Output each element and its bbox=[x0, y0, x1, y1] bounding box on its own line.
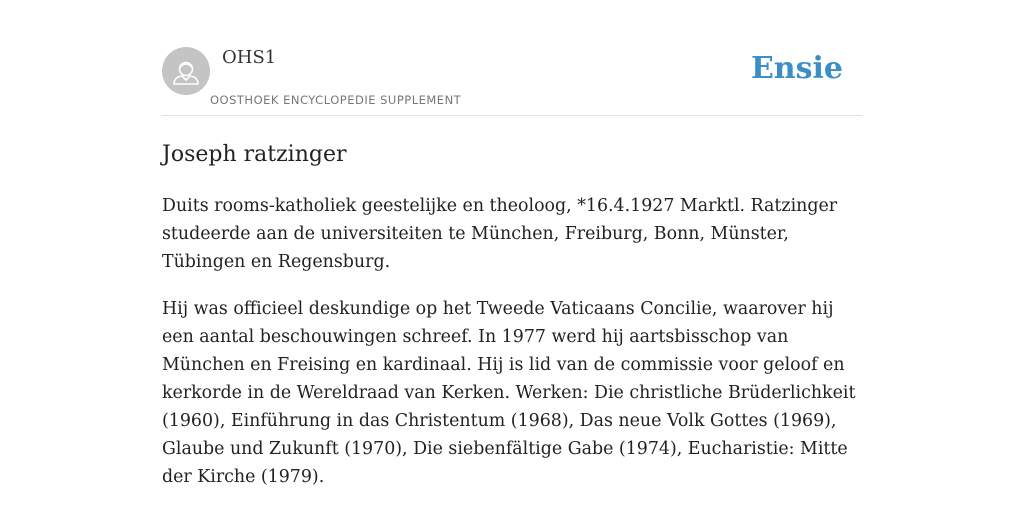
article bbox=[162, 140, 862, 491]
article-paragraph: Duits rooms-katholiek geestelijke en theoloog, *16.4.1927 Marktl. Ratzinger studeerde aan de universiteiten te München, Freiburg, Bonn, Münster, Tübingen en Regensburg. bbox=[162, 196, 838, 272]
user-silhouette-icon bbox=[162, 47, 210, 95]
article-paragraph: Hij was officieel deskundige op het Tweede Vaticaans Concilie, waarover hij een aantal beschouwingen schreef. In 1977 werd hij aartsbisschop van München en Freising en kardinaal. Hij is lid van de commissie voor geloof en kerkorde in de Wereldraad van Kerken. Werken: Die christliche Brüderlichkeit (1960), Einführung in das Christentum (1968), Das neue Volk Gottes (1969), Glaube und Zukunft (1970), Die siebenfältige Gabe (1974), Eucharistie: Mitte der Kirche (1979). bbox=[162, 299, 856, 487]
article-title: Joseph ratzinger bbox=[162, 142, 347, 167]
source-name[interactable]: OHS1 bbox=[222, 47, 277, 68]
page-header bbox=[162, 47, 862, 116]
source-subtitle[interactable]: OOSTHOEK ENCYCLOPEDIE SUPPLEMENT bbox=[210, 93, 462, 107]
ensie-logo[interactable]: Ensie bbox=[750, 51, 843, 86]
avatar[interactable] bbox=[162, 47, 210, 95]
